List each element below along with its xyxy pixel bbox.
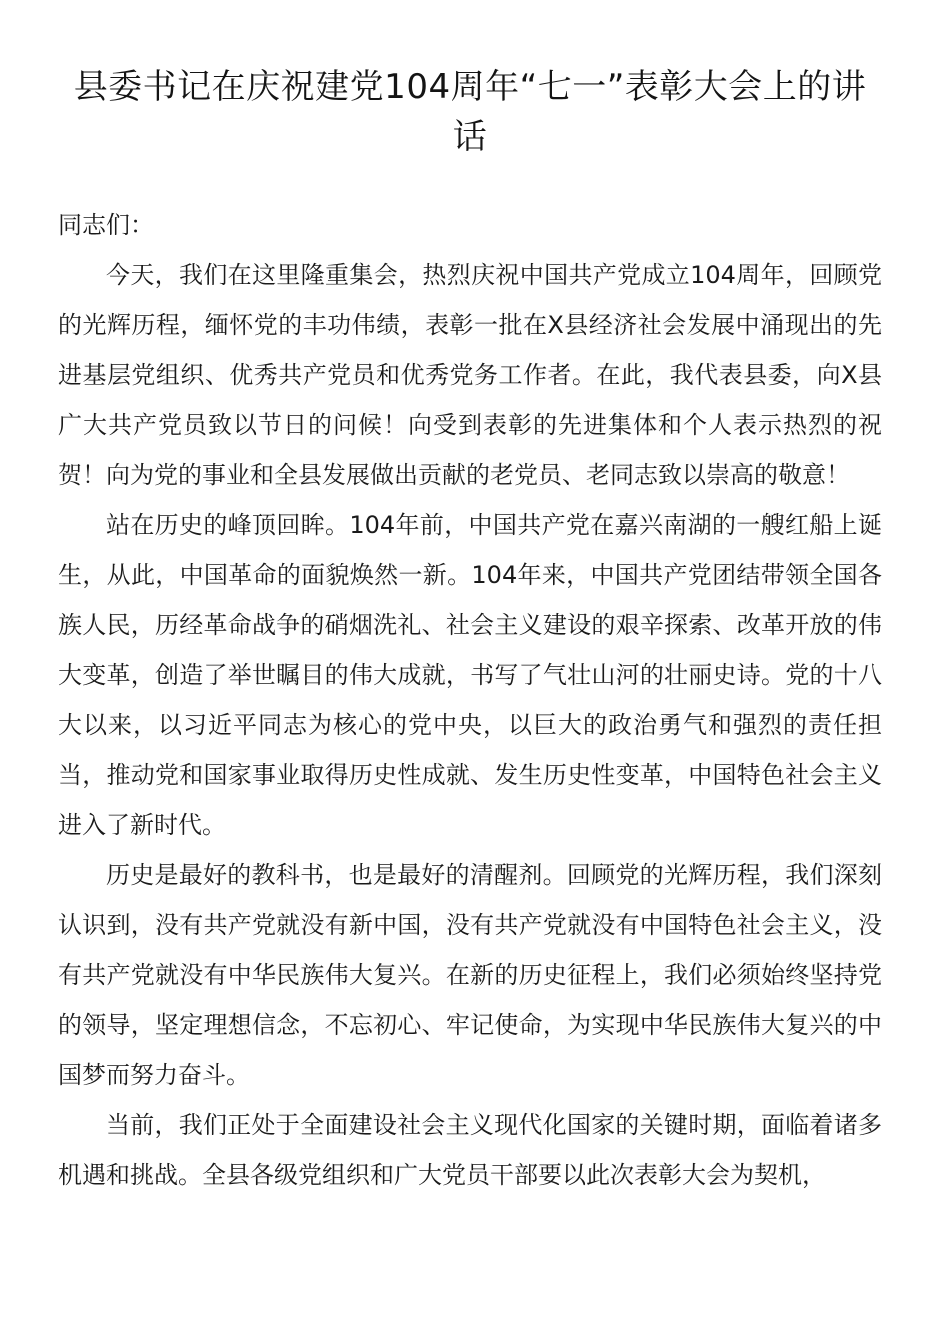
paragraph-4: 当前，我们正处于全面建设社会主义现代化国家的关键时期，面临着诸多机遇和挑战。全县各级党组织和广大党员干部要以此次表彰大会为契机， <box>58 1111 882 1189</box>
salutation: 同志们： <box>58 211 154 239</box>
document-title: 县委书记在庆祝建党104周年“七一”表彰大会上的讲话 <box>73 67 867 157</box>
paragraph-3: 历史是最好的教科书，也是最好的清醒剂。回顾党的光辉历程，我们深刻认识到，没有共产党就没有新中国，没有共产党就没有中国特色社会主义，没有共产党就没有中华民族伟大复兴。在新的历史征程上，我们必须始终坚持党的领导，坚定理想信念，不忘初心、牢记使命，为实现中华民族伟大复兴的中国梦而努力奋斗。 <box>58 861 882 1089</box>
paragraph-2: 站在历史的峰顶回眸。104年前，中国共产党在嘉兴南湖的一艘红船上诞生，从此，中国革命的面貌焕然一新。104年来，中国共产党团结带领全国各族人民，历经革命战争的硝烟洗礼、社会主义建设的艰辛探索、改革开放的伟大变革，创造了举世瞩目的伟大成就，书写了气壮山河的壮丽史诗。党的十八大以来，以习近平同志为核心的党中央，以巨大的政治勇气和强烈的责任担当，推动党和国家事业取得历史性成就、发生历史性变革，中国特色社会主义进入了新时代。 <box>58 511 882 839</box>
paragraph-1: 今天，我们在这里隆重集会，热烈庆祝中国共产党成立104周年，回顾党的光辉历程，缅怀党的丰功伟绩，表彰一批在X县经济社会发展中涌现出的先进基层党组织、优秀共产党员和优秀党务工作者。在此，我代表县委，向X县广大共产党员致以节日的问候！向受到表彰的先进集体和个人表示热烈的祝贺！向为党的事业和全县发展做出贡献的老党员、老同志致以崇高的敬意！ <box>58 261 882 489</box>
